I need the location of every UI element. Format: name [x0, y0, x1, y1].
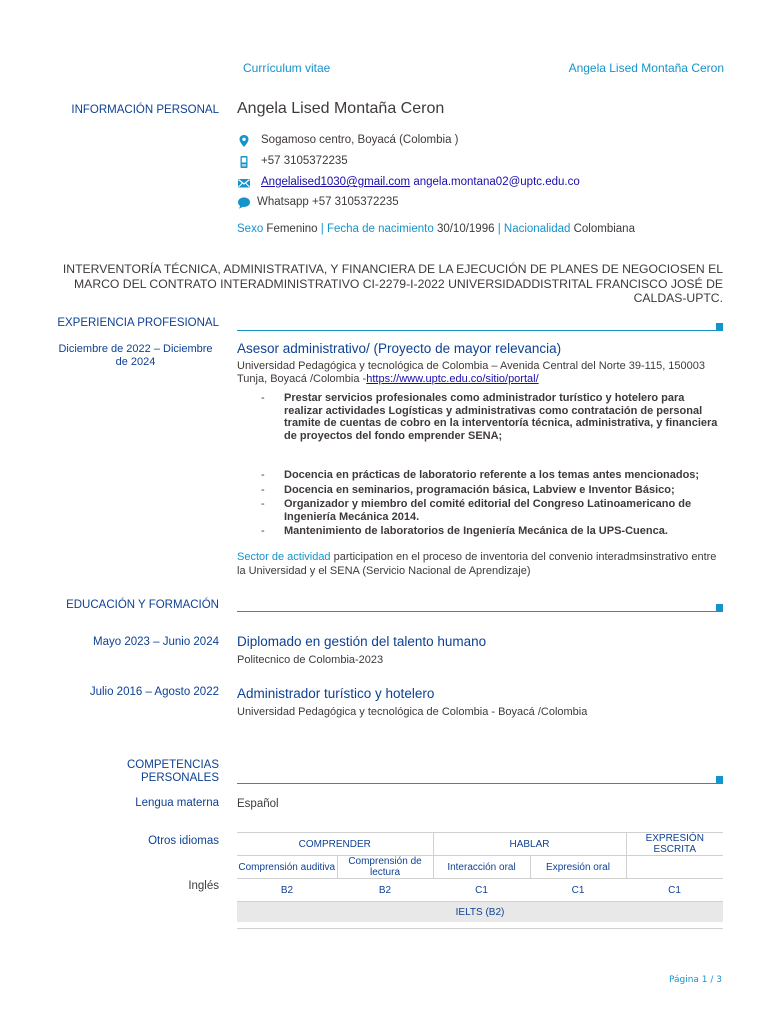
personal-details-row — [237, 223, 635, 235]
birth-value: 30/10/1996 — [436, 223, 495, 235]
skills-section-label: COMPETENCIAS PERSONALES — [126, 759, 219, 784]
sex-label: Sexo — [237, 223, 264, 235]
level-cell: C1 — [530, 879, 626, 902]
certificate-cell: IELTS (B2) — [237, 902, 723, 923]
education-section-label: EDUCACIÓN Y FORMACIÓN — [66, 599, 219, 611]
birth-label: Fecha de nacimiento — [326, 223, 434, 235]
nationality-label: Nacionalidad — [503, 223, 571, 235]
section-marker — [716, 604, 723, 611]
cv-header-title: Currículum vitae — [243, 61, 331, 75]
level-cell: C1 — [626, 879, 723, 902]
sector-label: Sector de actividad — [237, 551, 331, 563]
separator: | — [320, 223, 324, 235]
location-pin-icon — [237, 134, 251, 148]
experience-section-label: EXPERIENCIA PROFESIONAL — [57, 317, 219, 329]
education-dates: Julio 2016 – Agosto 2022 — [89, 686, 219, 698]
cv-header-name: Angela Lised Montaña Ceron — [568, 61, 724, 75]
email-link-primary[interactable]: Angelalised1030@gmail.com — [261, 176, 411, 188]
experience-org: Universidad Pedagógica y tecnológica de Colombia – Avenida Central del Norte 39-115, 150003 — [237, 360, 706, 372]
sub-interaccion: Interacción oral — [433, 856, 530, 879]
table-bottom-rule — [237, 928, 723, 929]
language-name: Inglés — [188, 880, 219, 892]
education-title: Administrador turístico y hotelero — [237, 686, 435, 701]
level-cell: C1 — [433, 879, 530, 902]
education-org: Universidad Pedagógica y tecnológica de Colombia - Boyacá /Colombia — [237, 706, 588, 718]
sector-text: participation en el proceso de inventoria del convenio interadmsinstrativo entre la Universidad y el SENA (Servicio Nacional de Aprendizaje) — [237, 551, 717, 577]
list-item: - Prestar servicios profesionales como administrador turístico y hotelero para realizar actividades Logísticas y administrativas como contratación de personal tramite de cuentas de cobro en la interventoría técnica, administrativa, y financiera de proyectos del fondo emprender SENA; — [261, 392, 723, 442]
experience-org-city-row — [237, 373, 539, 385]
other-languages-label: Otros idiomas — [148, 835, 219, 847]
experience-org-url[interactable]: https://www.uptc.edu.co/sitio/portal/ — [366, 373, 539, 385]
sub-auditiva: Comprensión auditiva — [237, 856, 337, 879]
email-row — [261, 176, 580, 188]
sector-row — [237, 550, 723, 578]
level-cell: B2 — [337, 879, 433, 902]
location-text: Sogamoso centro, Boyacá (Colombia ) — [261, 134, 459, 146]
section-rule — [237, 330, 723, 331]
personal-info-label: INFORMACIÓN PERSONAL — [71, 104, 219, 116]
objective-statement: INTERVENTORÍA TÉCNICA, ADMINISTRATIVA, Y FINANCIERA DE LA EJECUCIÓN DE PLANES DE NEGOCIOSEN EL MARCO DEL CONTRATO INTERADMINISTRATIVO CI-2279-I-2022 UNIVERSIDADDISTRITAL FRANCISCO JOSÉ DE CALDAS-UPTC. — [62, 262, 723, 305]
header-escrita: EXPRESIÓN ESCRITA — [626, 833, 723, 856]
education-org: Politecnico de Colombia-2023 — [237, 654, 384, 666]
sub-expresion: Expresión oral — [530, 856, 626, 879]
list-item: - Organizador y miembro del comité editorial del Congreso Latinoamericano de Ingeniería Mecánica 2014. — [261, 498, 723, 523]
list-item: - Docencia en prácticas de laboratorio referente a los temas antes mencionados; — [261, 469, 723, 482]
messenger-text: Whatsapp +57 3105372235 — [257, 196, 399, 208]
phone-icon — [237, 155, 251, 169]
responsibilities-list-a — [261, 392, 723, 442]
email-icon — [237, 176, 251, 190]
messenger-icon — [237, 196, 251, 210]
list-item: - Docencia en seminarios, programación básica, Labview e Inventor Básico; — [261, 484, 723, 497]
sex-value: Femenino — [266, 223, 318, 235]
mother-tongue-value: Español — [237, 798, 279, 810]
education-dates: Mayo 2023 – Junio 2024 — [93, 636, 219, 648]
education-title: Diplomado en gestión del talento humano — [237, 634, 487, 649]
responsibilities-list-b — [261, 469, 723, 538]
list-item: - Mantenimiento de laboratorios de Ingeniería Mecánica de la UPS-Cuenca. — [261, 525, 723, 538]
header-hablar: HABLAR — [433, 833, 626, 856]
section-marker — [716, 323, 723, 330]
candidate-name: Angela Lised Montaña Ceron — [237, 100, 445, 117]
language-table — [237, 832, 723, 922]
section-rule — [237, 611, 723, 612]
section-rule — [237, 783, 723, 784]
experience-dates: Diciembre de 2022 – Diciembre de 2024 — [58, 343, 213, 368]
section-marker — [716, 776, 723, 783]
separator: | — [497, 223, 501, 235]
sub-lectura: Comprensión de lectura — [337, 856, 433, 879]
experience-org-city: Tunja, Boyacá /Colombia - — [237, 373, 367, 385]
phone-text: +57 3105372235 — [261, 155, 348, 167]
sub-escrita-empty — [626, 856, 723, 879]
email-secondary: angela.montana02@uptc.edu.co — [413, 176, 580, 188]
header-comprender: COMPRENDER — [237, 833, 433, 856]
experience-title: Asesor administrativo/ (Proyecto de mayor relevancia) — [237, 341, 562, 356]
nationality-value: Colombiana — [573, 223, 635, 235]
level-cell: B2 — [237, 879, 337, 902]
page-number: Página 1 / 3 — [668, 975, 722, 985]
mother-tongue-label: Lengua materna — [135, 797, 219, 809]
